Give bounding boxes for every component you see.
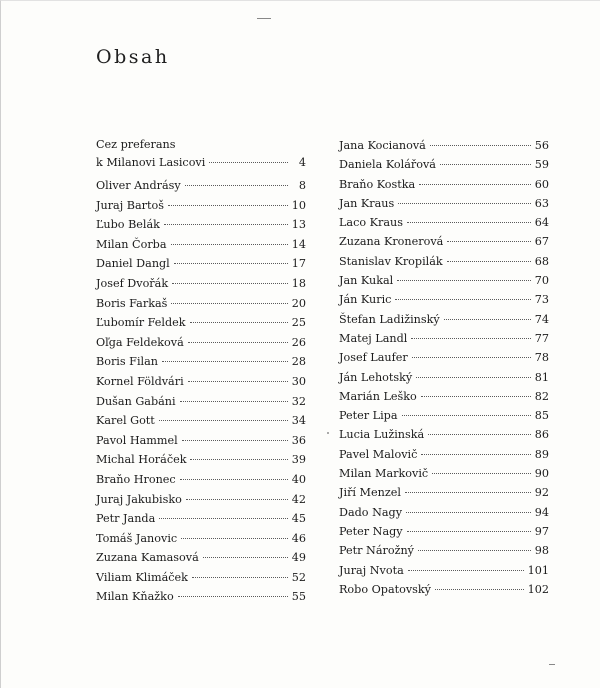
toc-entry [96,235,306,255]
dot-leader [432,473,531,474]
toc-entry [96,490,306,510]
scan-speck [257,18,271,19]
toc-entry-page: 59 [534,158,549,172]
toc-entry [339,213,549,232]
toc-entry [96,548,306,568]
toc-entry-name: Josef Laufer [339,351,408,365]
toc-entry-name: Petr Janda [96,512,156,526]
toc-entry [96,509,306,529]
toc-entry [96,136,306,176]
toc-entry [339,329,549,348]
scan-speck [549,664,555,665]
toc-entry-page: 34 [291,414,306,428]
dot-leader [421,454,530,455]
toc-entry-page: 63 [534,196,549,210]
dot-leader [168,205,288,206]
dot-leader [412,357,531,358]
toc-entry [339,464,549,483]
toc-entry-page: 92 [534,486,549,500]
toc-entry [96,392,306,412]
toc-entry [96,176,306,196]
toc-entry [339,425,549,444]
dot-leader [428,434,531,435]
toc-entry-name: Jan Kukal [339,274,394,288]
toc-entry-name: Zuzana Kamasová [96,551,199,565]
toc-entry-name: Viliam Klimáček [96,570,188,584]
dot-leader [418,550,531,551]
toc-entry-page: 49 [291,551,306,565]
toc-entry-page: 86 [534,428,549,442]
toc-entry [339,387,549,406]
dot-leader [180,401,288,402]
toc-entry-page: 101 [527,563,549,577]
dot-leader [174,263,288,264]
toc-entry-line2 [96,153,306,172]
toc-entry-page: 46 [291,531,306,545]
toc-entry-page: 78 [534,351,549,365]
toc-entry-page: 94 [534,505,549,519]
toc-entry-name: Jiří Menzel [339,486,401,500]
toc-entry-name: Dado Nagy [339,505,403,519]
toc-entry [339,136,549,155]
toc-entry-name: Karel Gott [96,414,155,428]
toc-entry-page: 45 [291,512,306,526]
toc-entry-page: 77 [534,331,549,345]
dot-leader [398,203,531,204]
toc-entry [96,352,306,372]
toc-entry [96,587,306,607]
toc-entry-name: Boris Filan [96,355,158,369]
toc-entry-page: 89 [534,447,549,461]
dot-leader [411,338,530,339]
toc-entry-name: Juraj Bartoš [96,198,164,212]
toc-entry-page: 98 [534,544,549,558]
toc-entry-page: 18 [291,276,306,290]
dot-leader [406,512,531,513]
toc-entry-page: 25 [291,316,306,330]
toc-entry-page: 70 [534,274,549,288]
toc-entry-name: Ľubo Belák [96,218,160,232]
toc-entry-page: 60 [534,177,549,191]
toc-entry-name: Petr Nárožný [339,544,415,558]
toc-entry-name: Dušan Gabáni [96,394,176,408]
dot-leader [203,557,288,558]
dot-leader [159,518,288,519]
toc-entry-name: Boris Farkaš [96,296,168,310]
toc-entry-name: Daniel Dangl [96,257,170,271]
toc-entry-name: Ján Kuric [339,293,392,307]
toc-entry-name: Jana Kocianová [339,139,426,152]
toc-entry [96,215,306,235]
dot-leader [407,222,531,223]
dot-leader [397,280,530,281]
dot-leader [181,538,288,539]
toc-entry-page: 4 [298,156,306,169]
toc-entry-page: 28 [291,355,306,369]
dot-leader [178,596,288,597]
dot-leader [188,381,288,382]
toc-entry-name: Pavol Hammel [96,433,178,447]
toc-entry [339,522,549,541]
toc-entry-name: Kornel Földvári [96,374,184,388]
toc-column-right [339,136,549,599]
toc-entry-page: 67 [534,235,549,249]
dot-leader [209,162,288,163]
dot-leader [159,420,288,421]
toc-entry-page: 42 [291,492,306,506]
toc-entry-page: 36 [291,433,306,447]
toc-entry-name: Oľga Feldeková [96,335,184,349]
toc-entry [96,431,306,451]
toc-entry-name: Braňo Kostka [339,177,416,191]
toc-entry-name: Tomáš Janovic [96,531,178,545]
toc-entry-name: Peter Lipa [339,409,398,423]
toc-entry-page: 17 [291,257,306,271]
toc-entry-name: Milan Kňažko [96,590,174,604]
dot-leader [171,244,288,245]
toc-entry-page: 81 [534,370,549,384]
dot-leader [416,377,531,378]
toc-entry-page: 68 [534,254,549,268]
toc-entry-name: Juraj Nvota [339,563,404,577]
scan-speck [327,432,329,434]
toc-entry-page: 56 [534,139,549,152]
toc-entry [339,406,549,425]
dot-leader [440,164,531,165]
toc-entry [339,194,549,213]
toc-entry-page: 90 [534,467,549,481]
toc-entry-page: 55 [291,590,306,604]
toc-entry-name: Milan Markovič [339,467,429,481]
toc-entry-name: Pavel Malovič [339,447,418,461]
toc-entry [339,271,549,290]
toc-entry [339,155,549,174]
toc-entry-page: 14 [291,237,306,251]
toc-entry [339,290,549,309]
toc-entry-page: 13 [291,218,306,232]
toc-entry [339,483,549,502]
toc-entry-name: Jan Kraus [339,196,395,210]
toc-entry [96,372,306,392]
dot-leader [395,299,530,300]
dot-leader [435,589,524,590]
dot-leader [188,342,288,343]
toc-entry-name: Milan Čorba [96,237,167,251]
toc-entry-name: Oliver Andrásy [96,179,181,192]
toc-entry-name: Ján Lehotský [339,370,413,384]
dot-leader [180,479,288,480]
dot-leader [182,440,288,441]
dot-leader [171,303,287,304]
dot-leader [190,459,287,460]
toc-entry [96,294,306,314]
toc-entry [339,175,549,194]
toc-entry-page: 73 [534,293,549,307]
toc-entry [96,529,306,549]
toc-entry-page: 64 [534,216,549,230]
toc-entry [339,368,549,387]
toc-column-left [96,136,306,607]
toc-entry-page: 85 [534,409,549,423]
toc-entry-page: 74 [534,312,549,326]
dot-leader [402,415,531,416]
page-title: Obsah [96,46,170,68]
toc-entry [339,541,549,560]
toc-entry [339,310,549,329]
dot-leader [164,224,288,225]
toc-entry-name: Daniela Kolářová [339,158,436,172]
dot-leader [172,283,288,284]
toc-entry [96,313,306,333]
dot-leader [444,319,531,320]
toc-entry [339,252,549,271]
toc-entry [339,348,549,367]
toc-entry [96,254,306,274]
toc-entry-name: Juraj Jakubisko [96,492,182,506]
dot-leader [447,261,531,262]
dot-leader [405,492,531,493]
toc-entry [96,196,306,216]
toc-entry [339,232,549,251]
toc-entry-page: 8 [298,179,306,192]
toc-entry [96,411,306,431]
toc-entry-page: 32 [291,394,306,408]
toc-entry-page: 82 [534,389,549,403]
toc-entry-name: Štefan Ladižinský [339,312,440,326]
dot-leader [185,185,288,186]
dot-leader [407,531,531,532]
toc-entry-page: 40 [291,472,306,486]
toc-entry-name: Michal Horáček [96,453,187,467]
toc-entry-page: 52 [291,570,306,584]
toc-entry-page: 97 [534,524,549,538]
toc-entry [339,445,549,464]
dot-leader [419,184,531,185]
dot-leader [447,241,530,242]
dot-leader [186,499,288,500]
dot-leader [421,396,531,397]
dot-leader [192,577,288,578]
toc-entry-name: Cez preferans [96,138,176,151]
toc-entry-name: Stanislav Kropilák [339,254,443,268]
toc-entry [96,568,306,588]
toc-entry-name: Marián Leško [339,389,417,403]
dot-leader [430,145,531,146]
toc-entry [96,333,306,353]
toc-entry-name: Lucia Lužinská [339,428,425,442]
toc-entry [96,470,306,490]
dot-leader [162,361,288,362]
dot-leader [190,322,288,323]
toc-entry-name: Matej Landl [339,331,408,345]
toc-entry [96,450,306,470]
toc-entry-name-continued: k Milanovi Lasicovi [96,156,206,169]
toc-entry-page: 20 [291,296,306,310]
toc-entry-page: 39 [291,453,306,467]
toc-entry [339,503,549,522]
toc-entry-page: 10 [291,198,306,212]
toc-entry-page: 30 [291,374,306,388]
toc-entry-name: Zuzana Kronerová [339,235,444,249]
toc-entry-name: Josef Dvořák [96,276,169,290]
toc-entry [96,274,306,294]
toc-entry-name: Ľubomír Feldek [96,316,186,330]
dot-leader [408,570,524,571]
toc-entry-page: 26 [291,335,306,349]
toc-entry [339,580,549,599]
toc-entry-name: Laco Kraus [339,216,403,230]
toc-entry-page: 102 [527,582,549,596]
toc-entry-name: Braňo Hronec [96,472,176,486]
toc-entry [339,561,549,580]
toc-entry-name: Peter Nagy [339,524,403,538]
toc-entry-name: Robo Opatovský [339,582,432,596]
